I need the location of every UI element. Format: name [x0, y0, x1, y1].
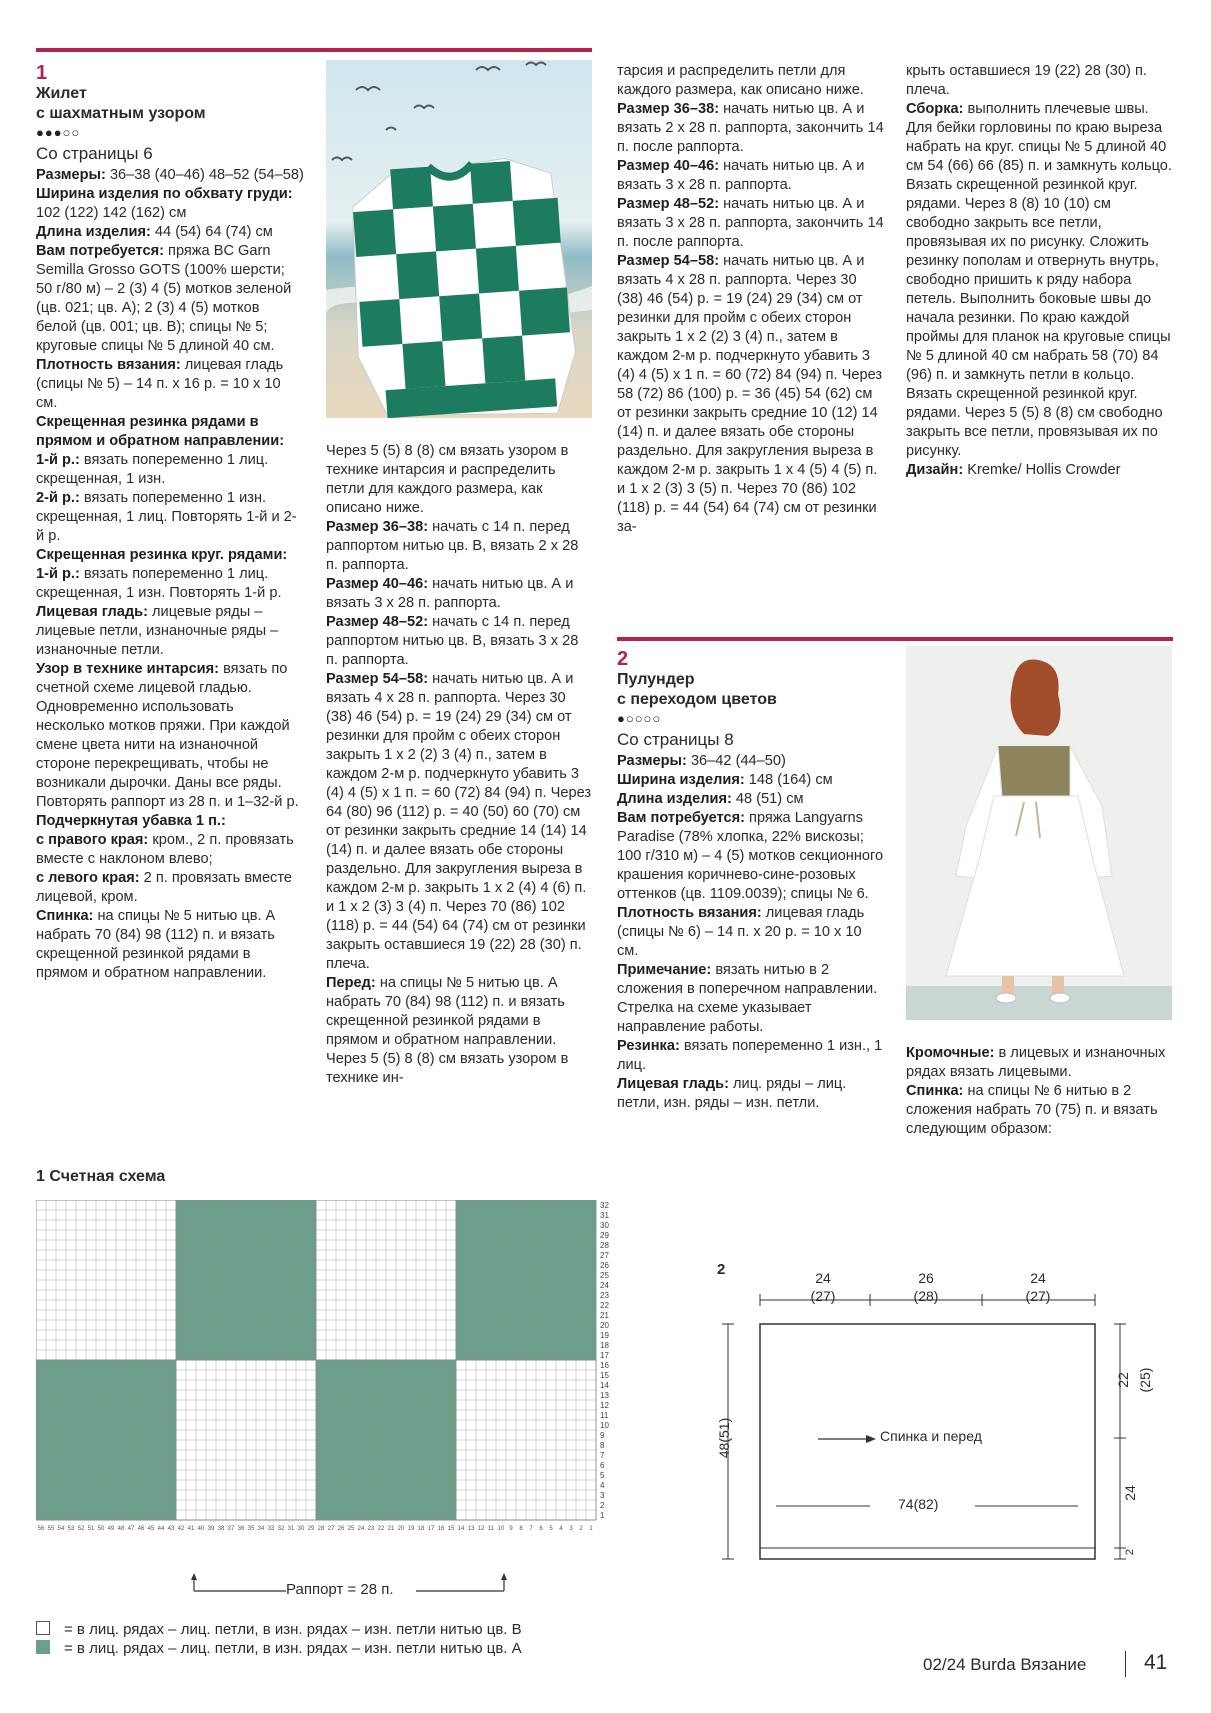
text-paragraph: [617, 252, 885, 537]
right-mid-label: 24: [1122, 1485, 1138, 1501]
text-paragraph: [617, 62, 885, 100]
column-number: 19: [407, 1526, 415, 1532]
row-number: 26: [600, 1261, 609, 1270]
column-number: 8: [519, 1526, 523, 1532]
text-paragraph: [36, 166, 304, 185]
legend-swatch-b: [36, 1621, 50, 1635]
paragraph-heading: Вам потребуется:: [36, 243, 164, 259]
width-1-alt: (27): [810, 1288, 836, 1304]
column-number: 41: [187, 1526, 195, 1532]
column-number: 33: [267, 1526, 275, 1532]
column-number: 35: [247, 1526, 255, 1532]
text-paragraph: [326, 613, 594, 670]
paragraph-text: начать с 14 п. перед раппортом нитью цв. В, вязать 3 х 28 п. раппорта.: [326, 614, 579, 668]
legend-swatch-a: [36, 1640, 50, 1654]
text-paragraph: [326, 670, 594, 974]
column-number: 36: [237, 1526, 245, 1532]
model2-difficulty: ●○○○○: [617, 711, 662, 726]
row-number: 24: [600, 1281, 609, 1290]
column-number: 50: [97, 1526, 105, 1532]
paragraph-heading: Плотность вязания:: [36, 357, 181, 373]
paragraph-text: 36–38 (40–46) 48–52 (54–58): [105, 167, 304, 183]
model1-title-2: с шахматным узором: [36, 105, 206, 122]
paragraph-text: вязать по счетной схеме лицевой гладью. Одновременно использовать несколько мотков пряжи. При каждой смене цвета нити на изнаночной стороне перекрещивать, чтобы не возникали дырочки. Даны все ряды. Повторять раппорт из 28 п. и 1–32-й р.: [36, 661, 299, 810]
paragraph-text: вязать попеременно 1 лиц. скрещенная, 1 изн. Повторять 1-й р.: [36, 566, 282, 601]
paragraph-text: пряжа Langyarns Paradise (78% хлопка, 22% вискозы; 100 г/310 м) – 4 (5) мотков секционного крашения коричнево-сине-розовых оттенков (цв. 1109.0039); спицы № 6.: [617, 810, 884, 902]
row-number: 15: [600, 1371, 609, 1380]
paragraph-text: вязать попеременно 1 изн. скрещенная, 1 лиц. Повторять 1-й и 2-й р.: [36, 490, 297, 544]
chart-grid: [36, 1200, 676, 1550]
paragraph-heading: Размеры:: [617, 753, 687, 769]
column-number: 11: [487, 1526, 495, 1532]
column-number: 24: [357, 1526, 365, 1532]
paragraph-heading: Размеры:: [36, 167, 106, 183]
paragraph-heading: Ширина изделия по обхвату груди:: [36, 186, 293, 202]
text-paragraph: [36, 660, 304, 812]
text-paragraph: [36, 413, 304, 451]
paragraph-heading: Длина изделия:: [36, 224, 151, 240]
column-number: 6: [539, 1526, 543, 1532]
paragraph-heading: Размер 36–38:: [617, 101, 720, 117]
paragraph-heading: Скрещенная резинка рядами в прямом и обратном направлении:: [36, 414, 285, 449]
row-number: 20: [600, 1321, 609, 1330]
column-number: 4: [559, 1526, 563, 1532]
text-paragraph: [906, 100, 1174, 461]
column-number: 47: [127, 1526, 135, 1532]
paragraph-heading: Сборка:: [906, 101, 964, 117]
model2-column-4: [906, 1044, 1176, 1139]
text-paragraph: [36, 907, 304, 983]
paragraph-text: 44 (54) 64 (74) см: [150, 224, 273, 240]
text-paragraph: [617, 904, 887, 961]
model1-column-3: [617, 62, 885, 537]
right-top-label: 22: [1115, 1372, 1131, 1388]
column-number: 40: [197, 1526, 205, 1532]
paragraph-heading: Подчеркнутая убавка 1 п.:: [36, 813, 226, 829]
text-paragraph: [617, 100, 885, 157]
column-number: 27: [327, 1526, 335, 1532]
model1-difficulty: ●●●○○: [36, 125, 81, 140]
row-number: 32: [600, 1201, 609, 1210]
text-paragraph: [326, 518, 594, 575]
column-number: 49: [107, 1526, 115, 1532]
column-number: 28: [317, 1526, 325, 1532]
column-number: 23: [367, 1526, 375, 1532]
paragraph-heading: Плотность вязания:: [617, 905, 762, 921]
height-label: 48(51): [716, 1417, 732, 1459]
paragraph-text: 2 п. провязать вместе лицевой, кром.: [36, 870, 292, 905]
column-number: 34: [257, 1526, 265, 1532]
text-paragraph: [36, 546, 304, 565]
paragraph-heading: Размер 48–52:: [326, 614, 429, 630]
column-number: 22: [377, 1526, 385, 1532]
column-number: 37: [227, 1526, 235, 1532]
row-number: 31: [600, 1211, 609, 1220]
text-paragraph: [36, 812, 304, 831]
paragraph-heading: с левого края:: [36, 870, 140, 886]
legend-text-b: = в лиц. рядах – лиц. петли, в изн. рядах – изн. петли нитью цв. В: [64, 1621, 522, 1638]
width-2: 26: [918, 1270, 934, 1286]
column-number: 1: [589, 1526, 593, 1532]
column-number: 45: [147, 1526, 155, 1532]
column-number: 39: [207, 1526, 215, 1532]
paragraph-text: начать нитью цв. А и вязать 3 х 28 п. раппорта.: [326, 576, 574, 611]
paragraph-text: начать с 14 п. перед раппортом нитью цв. В, вязать 2 х 28 п. раппорта.: [326, 519, 579, 573]
text-paragraph: [36, 356, 304, 413]
column-number: 14: [457, 1526, 465, 1532]
paragraph-text: вязать попеременно 1 изн., 1 лиц.: [617, 1038, 883, 1073]
row-number: 6: [600, 1461, 605, 1470]
paragraph-text: начать нитью цв. А и вязать 3 х 28 п. раппорта.: [617, 158, 865, 193]
right-top-alt-label: (25): [1137, 1367, 1153, 1393]
intarsia-chart: [36, 1200, 676, 1555]
row-number: 25: [600, 1271, 609, 1280]
column-number: 20: [397, 1526, 405, 1532]
column-number: 46: [137, 1526, 145, 1532]
column-number: 18: [417, 1526, 425, 1532]
text-paragraph: [617, 195, 885, 252]
row-number: 30: [600, 1221, 609, 1230]
paragraph-heading: Перед:: [326, 975, 376, 991]
text-paragraph: [906, 461, 1174, 480]
text-paragraph: [617, 809, 887, 904]
row-number: 28: [600, 1241, 609, 1250]
column-number: 44: [157, 1526, 165, 1532]
row-number: 3: [600, 1491, 605, 1500]
paragraph-heading: 1-й р.:: [36, 452, 80, 468]
paragraph-heading: с правого края:: [36, 832, 149, 848]
column-number: 25: [347, 1526, 355, 1532]
row-number: 10: [600, 1421, 609, 1430]
row-number: 4: [600, 1481, 605, 1490]
column-number: 21: [387, 1526, 395, 1532]
row-number: 27: [600, 1251, 609, 1260]
model1-column-1: [36, 62, 304, 983]
column-number: 3: [569, 1526, 573, 1532]
paragraph-text: Через 5 (5) 8 (8) см вязать узором в технике интарсия и распределить петли для каждого размера, как описано ниже.: [326, 443, 569, 516]
text-paragraph: [326, 974, 594, 1088]
paragraph-text: 36–42 (44–50): [686, 753, 786, 769]
row-number: 18: [600, 1341, 609, 1350]
page-number: 41: [1144, 1651, 1168, 1674]
paragraph-text: 148 (164) см: [744, 772, 833, 788]
column-number: 38: [217, 1526, 225, 1532]
column-number: 53: [67, 1526, 75, 1532]
column-number: 2: [579, 1526, 583, 1532]
paragraph-text: на спицы № 5 нитью цв. А набрать 70 (84) 98 (112) п. и вязать скрещенной резинкой рядами в прямом и обратном направлении. Через 5 (5) 8 (8) см вязать узором в технике ин-: [326, 975, 569, 1086]
column-number: 13: [467, 1526, 475, 1532]
paragraph-text: выполнить плечевые швы. Для бейки горловины по краю выреза набрать на круг. спицы № 5 длиной 40 см 54 (66) 66 (85) п. и замкнуть кольцо. Вязать скрещенной резинкой круг. рядами. Через 8 (8) 10 (10) см свободно закрыть все петли, провязывая их по рисунку. Сложить резинку пополам и отвернуть внутрь, свободно пришить к ряду набора петель. Выполнить боковые швы до начала резинки. По краю каждой проймы для планок на круговые спицы № 5 длиной 40 см набрать 58 (70) 84 (96) п. и замкнуть петли в кольцо. Вязать скрещенной резинкой круг. рядами. Через 5 (5) 8 (8) см свободно закрыть все петли, провязывая их по рисунку.: [906, 101, 1172, 459]
schematic-2: [700, 1250, 1180, 1580]
row-number: 14: [600, 1381, 609, 1390]
text-paragraph: [36, 242, 304, 356]
paragraph-heading: 1-й р.:: [36, 566, 80, 582]
paragraph-heading: Размер 54–58:: [617, 253, 720, 269]
footer-issue: [923, 1655, 1086, 1675]
column-number: 56: [37, 1526, 45, 1532]
paragraph-heading: Узор в технике интарсия:: [36, 661, 220, 677]
row-number: 29: [600, 1231, 609, 1240]
paragraph-heading: Скрещенная резинка круг. рядами:: [36, 547, 288, 563]
row-number: 9: [600, 1431, 605, 1440]
paragraph-text: начать нитью цв. А и вязать 4 х 28 п. раппорта. Через 30 (38) 46 (54) р. = 19 (24) 29 (34) см от резинки для пройм с обеих сторон закрыть 1 х 2 (2) 3 (4) п., затем в каждом 2-м р. подчеркнуто убавить 3 (4) 4 (5) х 1 п. = 60 (72) 84 (94) п. Через 64 (80) 96 (112) р. = 40 (50) 60 (70) см от резинки закрыть средние 14 (14) 14 (14) п. и далее вязать обе стороны раздельно. Для закругления выреза в каждом 2-м р. закрыть 1 х 2 (4) 4 (6) п. и 1 х 2 (3) 3 (4) п. Через 70 (86) 102 (118) р. = 44 (54) 64 (74) см от резинки закрыть оставшиеся 19 (22) 28 (30) п. плеча.: [326, 671, 592, 972]
row-number: 2: [600, 1501, 605, 1510]
column-number: 10: [497, 1526, 505, 1532]
paragraph-text: 48 (51) см: [731, 791, 804, 807]
text-paragraph: [906, 1082, 1176, 1139]
paragraph-text: вязать нитью в 2 сложения в поперечном направлении. Стрелка на схеме указывает направление работы.: [617, 962, 878, 1035]
paragraph-heading: Кромочные:: [906, 1045, 995, 1061]
row-number: 1: [600, 1511, 605, 1520]
paragraph-text: 102 (122) 142 (162) см: [36, 205, 187, 221]
section-rule-2: [617, 637, 1173, 641]
width-3: 24: [1030, 1270, 1046, 1286]
width-3-alt: (27): [1025, 1288, 1051, 1304]
text-paragraph: [36, 451, 304, 489]
text-paragraph: [617, 961, 887, 1037]
paragraph-text: на спицы № 5 нитью цв. А набрать 70 (84) 98 (112) п. и вязать скрещенной резинкой рядами в прямом и обратном направлении.: [36, 908, 276, 981]
rapport-label: Раппорт = 28 п.: [286, 1581, 394, 1598]
model1-title-1: Жилет: [36, 85, 87, 102]
text-paragraph: [617, 771, 887, 790]
model1-column-2: [326, 442, 594, 1088]
text-paragraph: [36, 869, 304, 907]
chart-title: 1 Счетная схема: [36, 1168, 166, 1185]
column-number: 29: [307, 1526, 315, 1532]
paragraph-heading: Дизайн:: [906, 462, 964, 478]
paragraph-heading: Спинка:: [36, 908, 94, 924]
paragraph-heading: Размер 40–46:: [326, 576, 429, 592]
paragraph-heading: Лицевая гладь:: [617, 1076, 729, 1092]
text-paragraph: [617, 157, 885, 195]
text-paragraph: [36, 831, 304, 869]
column-number: 26: [337, 1526, 345, 1532]
text-paragraph: [36, 185, 304, 223]
column-number: 32: [277, 1526, 285, 1532]
model2-from-page: Со страницы 8: [617, 730, 734, 749]
model2-photo: [906, 646, 1172, 1020]
row-number: 16: [600, 1361, 609, 1370]
text-paragraph: [36, 565, 304, 603]
paragraph-text: начать нитью цв. А и вязать 2 х 28 п. раппорта, закончить 14 п. после раппорта.: [617, 101, 884, 155]
text-paragraph: [36, 489, 304, 546]
model1-from-page: Со страницы 6: [36, 144, 153, 163]
model2-title-1: Пулундер: [617, 671, 695, 688]
row-number: 13: [600, 1391, 609, 1400]
column-number: 52: [77, 1526, 85, 1532]
row-number: 23: [600, 1291, 609, 1300]
schematic-number: 2: [717, 1261, 726, 1278]
model2-column-3: [617, 648, 887, 1113]
model2-number: 2: [617, 648, 629, 670]
text-paragraph: [36, 223, 304, 242]
paragraph-text: кром., 2 п. провязать вместе с наклоном влево;: [36, 832, 294, 867]
paragraph-text: тарсия и распределить петли для каждого размера, как описано ниже.: [617, 63, 864, 98]
row-number: 19: [600, 1331, 609, 1340]
paragraph-heading: Лицевая гладь:: [36, 604, 148, 620]
column-number: 15: [447, 1526, 455, 1532]
paragraph-heading: Резинка:: [617, 1038, 680, 1054]
row-number: 12: [600, 1401, 609, 1410]
width-1: 24: [815, 1270, 831, 1286]
column-number: 30: [297, 1526, 305, 1532]
paragraph-text: лиц. ряды – лиц. петли, изн. ряды – изн. петли.: [617, 1076, 847, 1111]
paragraph-heading: Спинка:: [906, 1083, 964, 1099]
paragraph-heading: Размер 48–52:: [617, 196, 720, 212]
issue: 02/24: [923, 1655, 966, 1674]
paragraph-text: лицевая гладь (спицы № 6) – 14 п. х 20 р. = 10 х 10 см.: [617, 905, 865, 959]
text-paragraph: [326, 575, 594, 613]
column-number: 54: [57, 1526, 65, 1532]
text-paragraph: [36, 603, 304, 660]
row-number: 7: [600, 1451, 605, 1460]
legend-white: [36, 1620, 522, 1640]
paragraph-text: начать нитью цв. А и вязать 4 х 28 п. раппорта. Через 30 (38) 46 (54) р. = 19 (24) 29 (34) см от резинки для пройм с обеих сторон закрыть 1 х 2 (2) 3 (4) п., затем в каждом 2-м р. подчеркнуто убавить 3 (4) 4 (5) х 1 п. = 60 (72) 84 (94) п. Через 58 (72) 86 (100) р. = 36 (45) 54 (62) см от резинки закрыть средние 10 (12) 14 (14) п. и далее вязать обе стороны раздельно. Для закругления выреза в каждом 2-м р. закрыть 1 х 4 (5) 4 (5) п. и 1 х 2 (3) 3 (5) п. Через 70 (86) 102 (118) р. = 44 (54) 64 (74) см от резинки за-: [617, 253, 883, 535]
legend-text-a: = в лиц. рядах – лиц. петли, в изн. рядах – изн. петли нитью цв. А: [64, 1640, 522, 1657]
paragraph-text: начать нитью цв. А и вязать 3 х 28 п. раппорта, закончить 14 п. после раппорта.: [617, 196, 884, 250]
model1-photo: [326, 60, 592, 418]
paragraph-text: крыть оставшиеся 19 (22) 28 (30) п. плеча.: [906, 63, 1147, 98]
column-number: 7: [529, 1526, 533, 1532]
piece-label: Спинка и перед: [880, 1428, 982, 1444]
text-paragraph: [617, 752, 887, 771]
right-bottom-label: 2: [1124, 1548, 1136, 1556]
text-paragraph: [326, 442, 594, 518]
legend-green: [36, 1639, 522, 1659]
row-number: 8: [600, 1441, 605, 1450]
paragraph-heading: Размер 40–46:: [617, 158, 720, 174]
text-paragraph: [617, 1037, 887, 1075]
magazine-name: Burda Вязание: [970, 1655, 1087, 1674]
paragraph-heading: Длина изделия:: [617, 791, 732, 807]
footer-divider: [1125, 1651, 1126, 1677]
text-paragraph: [906, 62, 1174, 100]
text-paragraph: [617, 1075, 887, 1113]
column-number: 43: [167, 1526, 175, 1532]
row-number: 22: [600, 1301, 609, 1310]
width-2-alt: (28): [913, 1288, 939, 1304]
column-number: 17: [427, 1526, 435, 1532]
paragraph-heading: Размер 36–38:: [326, 519, 429, 535]
paragraph-text: вязать попеременно 1 лиц. скрещенная, 1 изн.: [36, 452, 269, 487]
paragraph-heading: Ширина изделия:: [617, 772, 745, 788]
paragraph-text: Kremke/ Hollis Crowder: [963, 462, 1121, 478]
paragraph-text: на спицы № 6 нитью в 2 сложения набрать 70 (75) п. и вязать следующим образом:: [906, 1083, 1158, 1137]
width-label: 74(82): [898, 1496, 939, 1512]
column-number: 51: [87, 1526, 95, 1532]
column-number: 48: [117, 1526, 125, 1532]
paragraph-text: лицевые ряды – лицевые петли, изнаночные ряды – изнаночные петли.: [36, 604, 279, 658]
column-number: 16: [437, 1526, 445, 1532]
paragraph-text: в лицевых и изнаночных рядах вязать лицевыми.: [906, 1045, 1166, 1080]
paragraph-heading: Размер 54–58:: [326, 671, 429, 687]
paragraph-heading: 2-й р.:: [36, 490, 80, 506]
column-number: 12: [477, 1526, 485, 1532]
row-number: 21: [600, 1311, 609, 1320]
text-paragraph: [617, 790, 887, 809]
column-number: 42: [177, 1526, 185, 1532]
paragraph-heading: Примечание:: [617, 962, 712, 978]
paragraph-text: пряжа BC Garn Semilla Grosso GOTS (100% шерсти; 50 г/80 м) – 2 (3) 4 (5) мотков зеленой (цв. 021; цв. А); 2 (3) 4 (5) мотков белой (цв. 001; цв. В); спицы № 5; круговые спицы № 5 длиной 40 см.: [36, 243, 292, 354]
column-number: 31: [287, 1526, 295, 1532]
column-number: 55: [47, 1526, 55, 1532]
column-number: 9: [509, 1526, 513, 1532]
paragraph-heading: Вам потребуется:: [617, 810, 745, 826]
model2-title-2: с переходом цветов: [617, 691, 777, 708]
text-paragraph: [906, 1044, 1176, 1082]
paragraph-text: лицевая гладь (спицы № 5) – 14 п. х 16 р. = 10 х 10 см.: [36, 357, 284, 411]
row-number: 17: [600, 1351, 609, 1360]
model1-number: 1: [36, 62, 48, 84]
row-number: 5: [600, 1471, 605, 1480]
column-number: 5: [549, 1526, 553, 1532]
row-number: 11: [600, 1411, 609, 1420]
model1-column-4: [906, 62, 1174, 480]
section-rule-1: [36, 48, 592, 52]
